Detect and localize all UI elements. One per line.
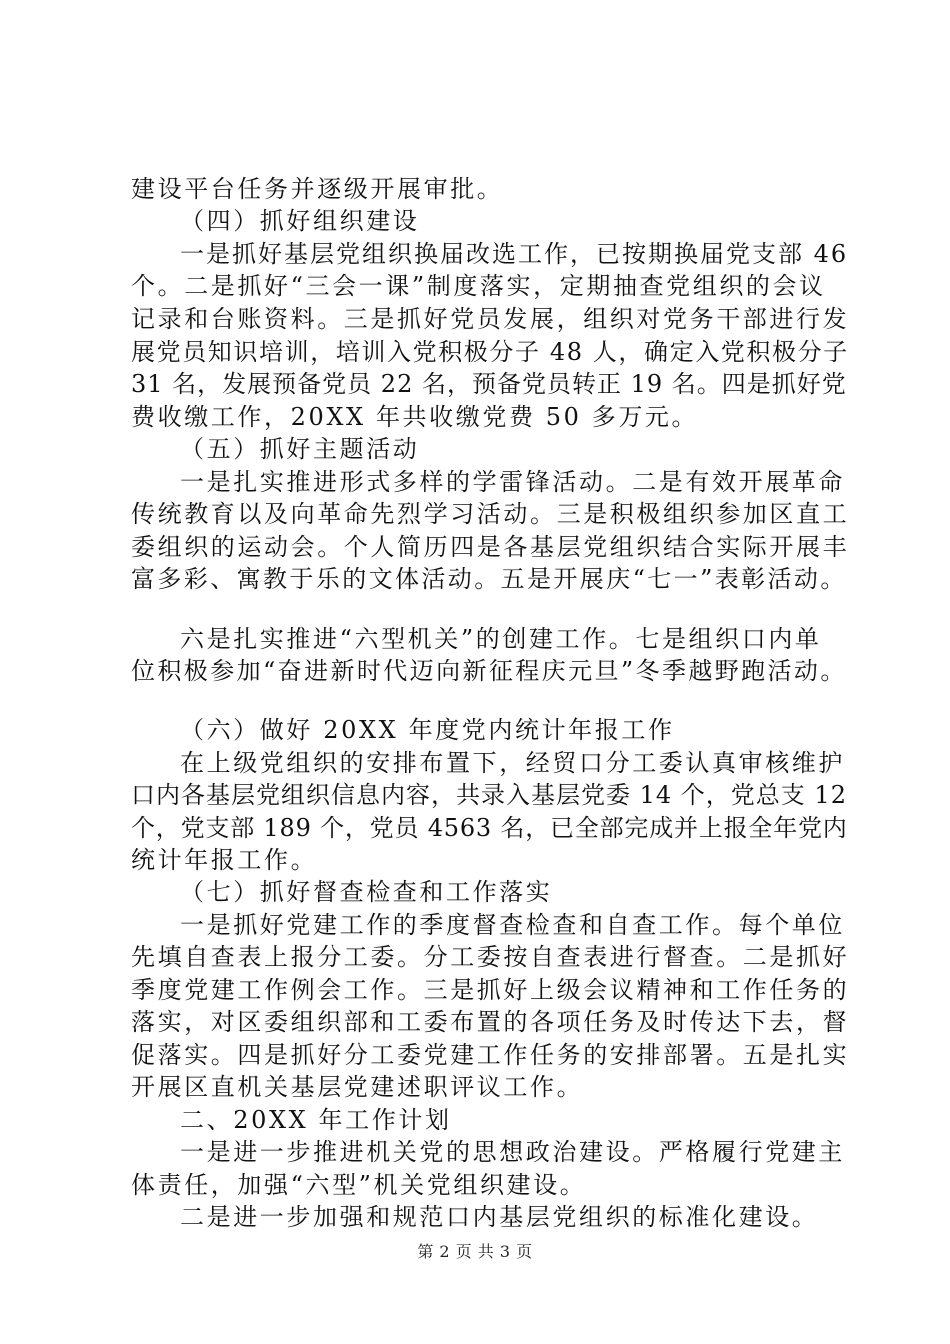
- text-line: 落实，对区委组织部和工委布置的各项任务及时传达下去，督: [131, 1008, 850, 1036]
- text-line: 建设平台任务并逐级开展审批。: [131, 175, 504, 203]
- text-line: 开展区直机关基层党建述职评议工作。: [131, 1073, 584, 1101]
- page-number-footer: 第 2 页 共 3 页: [417, 1242, 533, 1261]
- text-line: 六是扎实推进“六型机关”的创建工作。七是组织口内单: [180, 625, 822, 653]
- text-line: 统计年报工作。: [131, 846, 318, 874]
- text-line: 促落实。四是抓好分工委党建工作任务的安排部署。五是扎实: [131, 1041, 850, 1069]
- text-line: 位积极参加“奋进新时代迈向新征程庆元旦”冬季越野跑活动。: [131, 657, 847, 685]
- section-heading-4: （四）抓好组织建设: [180, 207, 420, 235]
- text-line: 传统教育以及向革命先烈学习活动。三是积极组织参加区直工: [131, 500, 850, 528]
- section-heading-2: 二、20XX 年工作计划: [180, 1106, 452, 1134]
- section-heading-6: （六）做好 20XX 年度党内统计年报工作: [180, 716, 675, 744]
- section-heading-5: （五）抓好主题活动: [180, 435, 420, 463]
- text-line: 记录和台账资料。三是抓好党员发展，组织对党务干部进行发: [131, 305, 850, 333]
- text-line: 31 名，发展预备党员 22 名，预备党员转正 19 名。四是抓好党: [131, 370, 847, 398]
- text-line: 个，党支部 189 个，党员 4563 名，已全部完成并上报全年党内: [131, 814, 848, 842]
- text-line: 展党员知识培训，培训入党积极分子 48 人，确定入党积极分子: [131, 338, 849, 366]
- text-line: 在上级党组织的安排布置下，经贸口分工委认真审核维护: [180, 749, 845, 777]
- section-heading-7: （七）抓好督查检查和工作落实: [180, 878, 553, 906]
- text-line: 费收缴工作，20XX 年共收缴党费 50 多万元。: [131, 403, 699, 431]
- text-line: 一是扎实推进形式多样的学雷锋活动。二是有效开展革命: [180, 468, 845, 496]
- text-line: 体责任，加强“六型”机关党组织建设。: [131, 1171, 587, 1199]
- text-line: 口内各基层党组织信息内容，共录入基层党委 14 个，党总支 12: [131, 781, 847, 809]
- text-line: 一是抓好基层党组织换届改选工作，已按期换届党支部 46: [180, 240, 849, 268]
- text-line: 个。二是抓好“三会一课”制度落实，定期抽查党组织的会议: [131, 272, 826, 300]
- text-line: 先填自查表上报分工委。分工委按自查表进行督查。二是抓好: [131, 943, 850, 971]
- text-line: 季度党建工作例会工作。三是抓好上级会议精神和工作任务的: [131, 976, 850, 1004]
- text-line: 富多彩、寓教于乐的文体活动。五是开展庆“七一”表彰活动。: [131, 565, 847, 593]
- text-line: 委组织的运动会。个人简历四是各基层党组织结合实际开展丰: [131, 533, 850, 561]
- text-line: 一是抓好党建工作的季度督查检查和自查工作。每个单位: [180, 911, 845, 939]
- text-line: 二是进一步加强和规范口内基层党组织的标准化建设。: [180, 1203, 819, 1231]
- text-line: 一是进一步推进机关党的思想政治建设。严格履行党建主: [180, 1138, 845, 1166]
